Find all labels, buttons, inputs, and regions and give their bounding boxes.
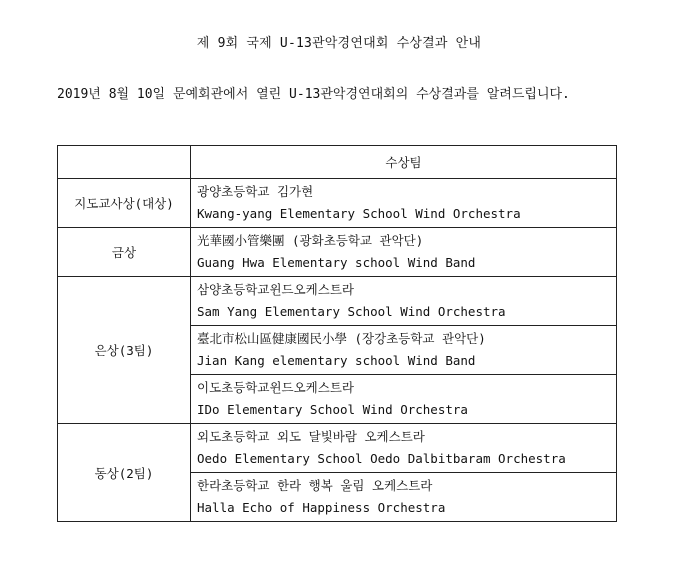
team-name-english: Jian Kang elementary school Wind Band xyxy=(197,353,476,368)
team-name-korean: 삼양초등학교윈드오케스트라 xyxy=(197,282,354,297)
team-name-korean: 光華國小管樂團 (광화초등학교 관악단) xyxy=(197,233,424,248)
table-row xyxy=(58,424,617,473)
team-cell xyxy=(191,473,617,522)
team-cell xyxy=(191,277,617,326)
team-name-korean: 이도초등학교윈드오케스트라 xyxy=(197,380,354,395)
team-cell xyxy=(191,228,617,277)
team-name-english: Kwang-yang Elementary School Wind Orchestra xyxy=(197,206,521,221)
team-cell xyxy=(191,179,617,228)
header-award-cell xyxy=(58,146,191,179)
results-table xyxy=(57,145,617,522)
award-cell: 은상(3팀) xyxy=(58,277,191,424)
team-name-korean: 외도초등학교 외도 달빛바람 오케스트라 xyxy=(197,429,425,444)
team-name-korean: 광양초등학교 김가현 xyxy=(197,184,314,199)
team-cell xyxy=(191,424,617,473)
table-row xyxy=(58,277,617,326)
team-name-english: Oedo Elementary School Oedo Dalbitbaram Orchestra xyxy=(197,451,566,466)
team-name-english: Guang Hwa Elementary school Wind Band xyxy=(197,255,476,270)
team-name-english: Halla Echo of Happiness Orchestra xyxy=(197,500,446,515)
team-cell xyxy=(191,375,617,424)
team-name-english: Sam Yang Elementary School Wind Orchestra xyxy=(197,304,506,319)
intro-text: 2019년 8월 10일 문예회관에서 열린 U-13관악경연대회의 수상결과를 알려드립니다. xyxy=(57,87,570,102)
award-cell: 금상 xyxy=(58,228,191,277)
team-cell xyxy=(191,326,617,375)
table-row xyxy=(58,179,617,228)
header-team-cell: 수상팀 xyxy=(191,146,617,179)
document-title: 제 9회 국제 U-13관악경연대회 수상결과 안내 xyxy=(196,36,482,51)
team-name-korean: 한라초등학교 한라 행복 울림 오케스트라 xyxy=(197,478,433,493)
table-header-row xyxy=(58,146,617,179)
team-name-english: IDo Elementary School Wind Orchestra xyxy=(197,402,468,417)
table-row xyxy=(58,228,617,277)
team-name-korean: 臺北市松山區健康國民小學 (장강초등학교 관악단) xyxy=(197,331,486,346)
award-cell: 지도교사상(대상) xyxy=(58,179,191,228)
award-cell: 동상(2팀) xyxy=(58,424,191,522)
